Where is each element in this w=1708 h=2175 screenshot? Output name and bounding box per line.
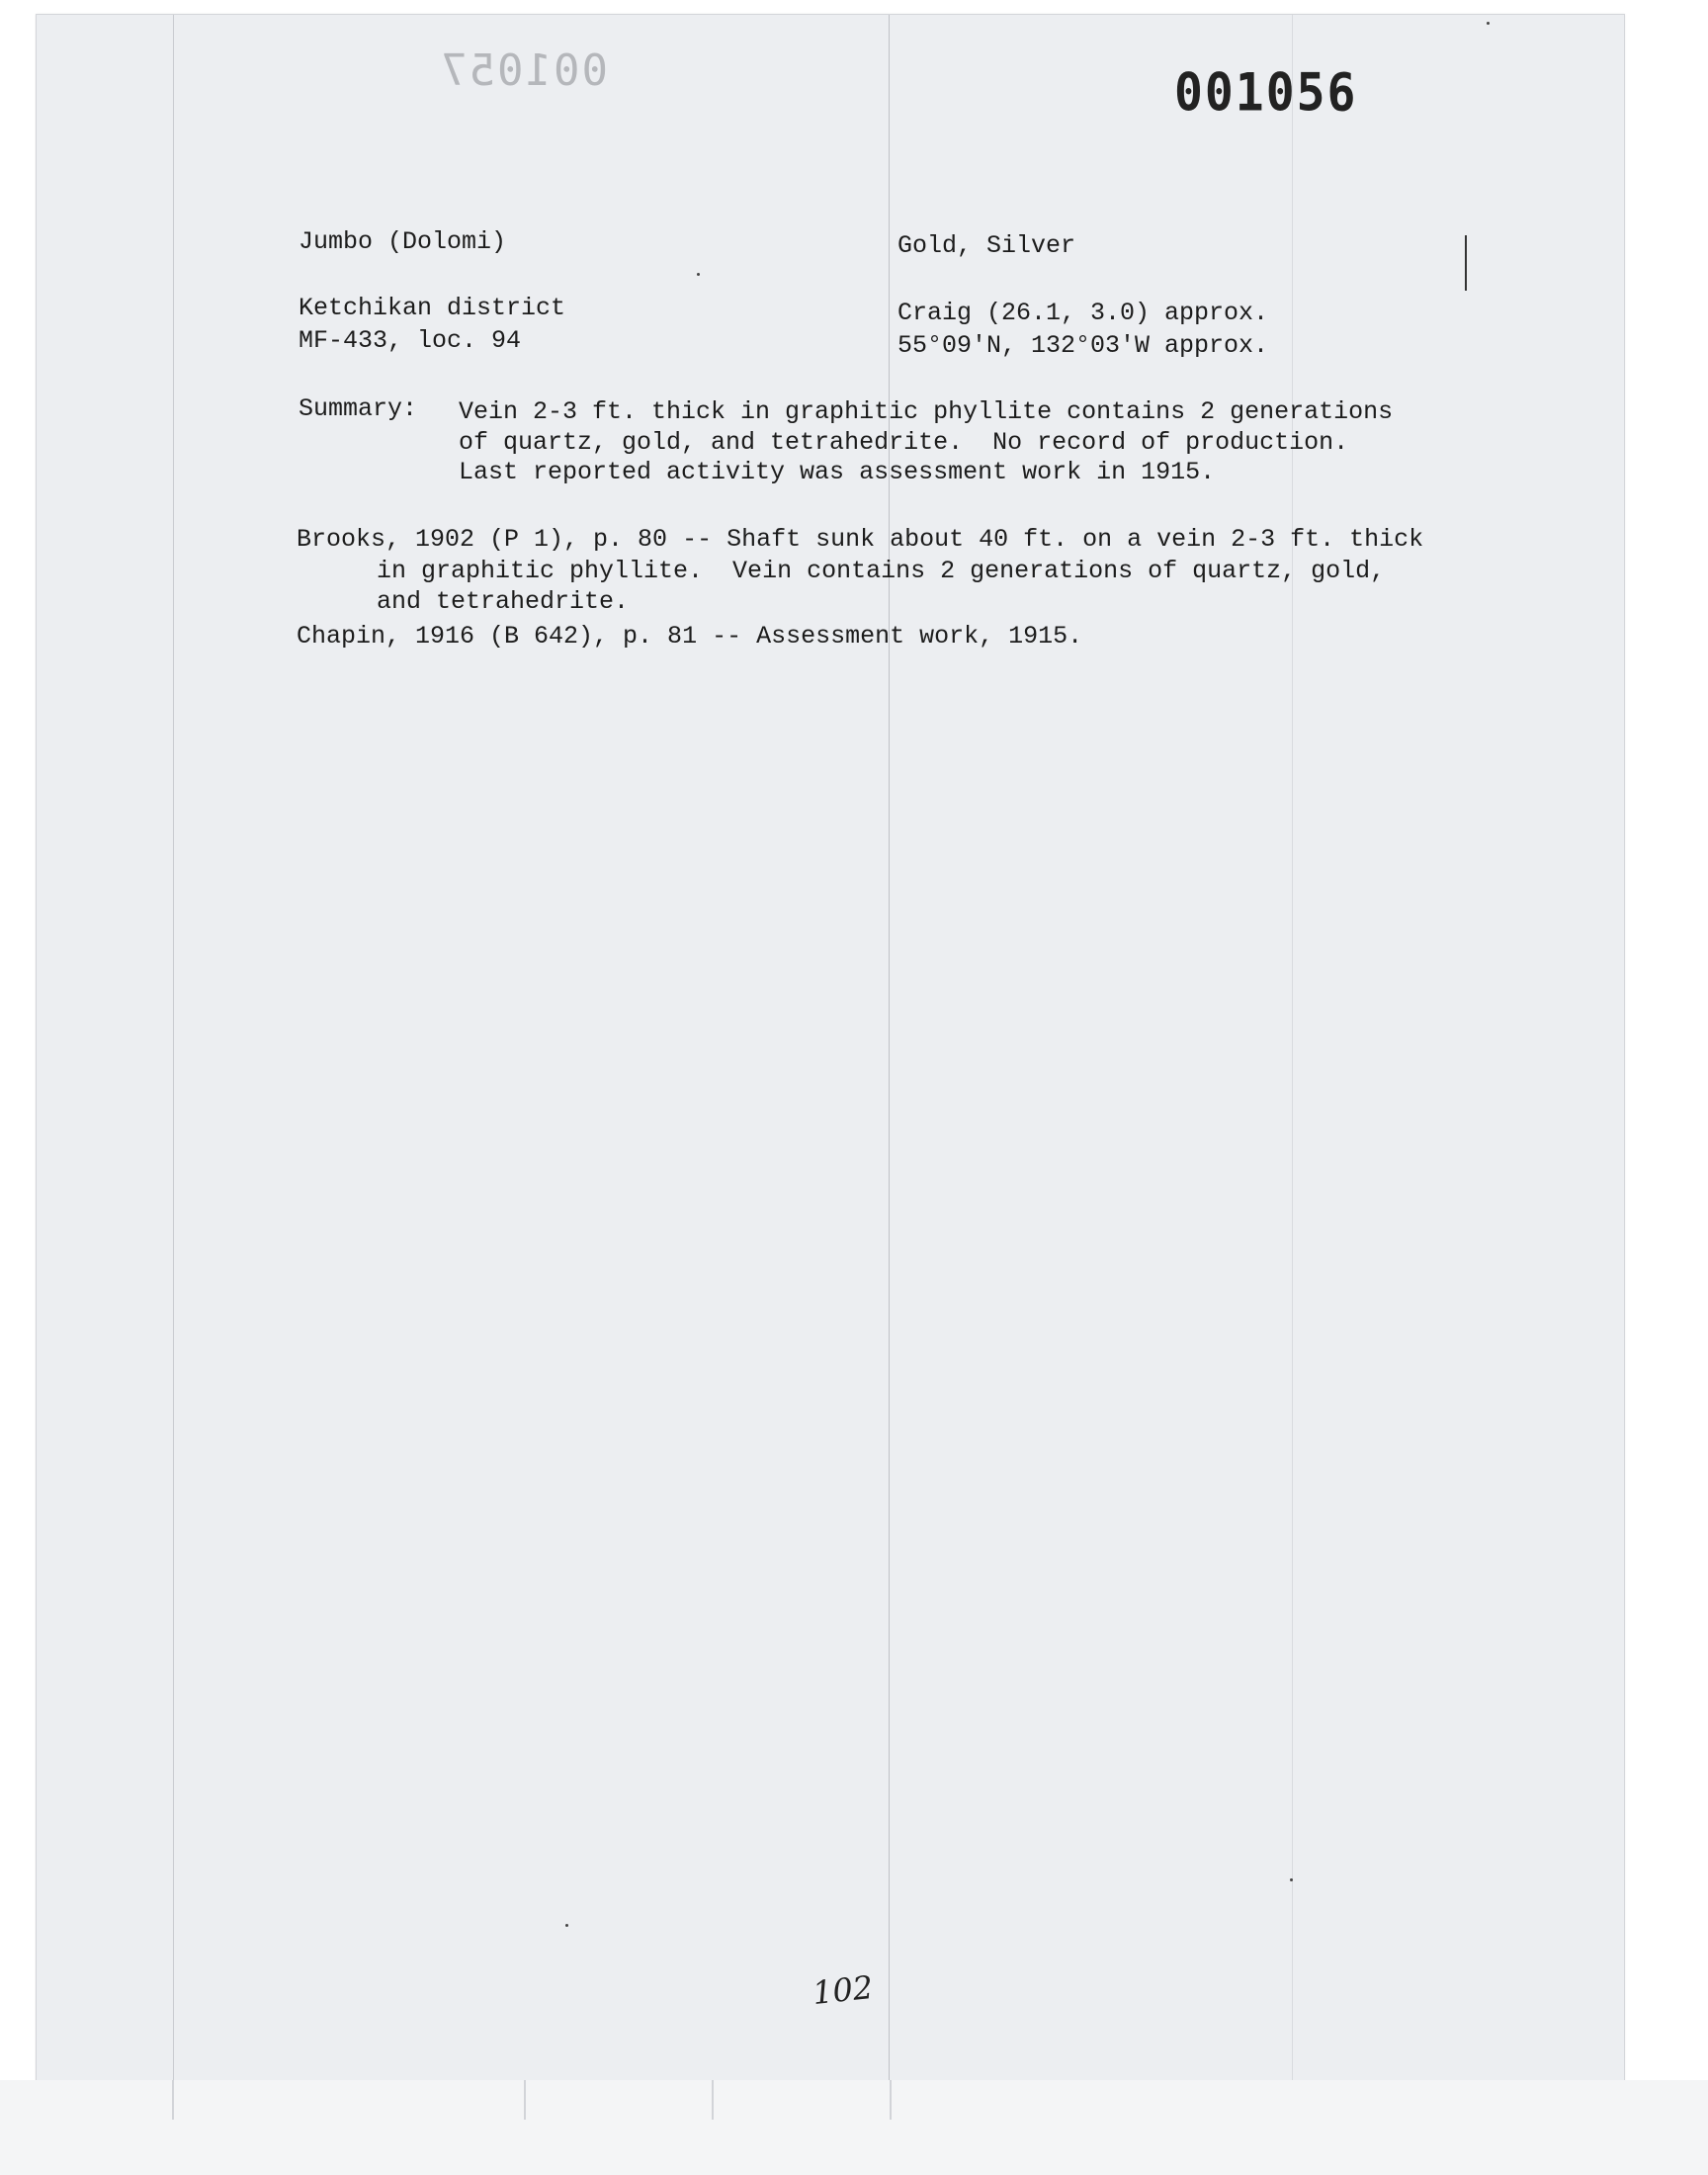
property-name: Jumbo (Dolomi): [299, 227, 507, 256]
scan-bottom-margin: [0, 2080, 1708, 2175]
scan-mark: [172, 2080, 174, 2120]
reference-line: Brooks, 1902 (P 1), p. 80 -- Shaft sunk about 40 ft. on a vein 2-3 ft. thick: [297, 525, 1424, 554]
bleed-through-stamp-number: 001057: [439, 45, 608, 96]
summary-line: Last reported activity was assessment work in 1915.: [459, 458, 1216, 486]
reference-line: and tetrahedrite.: [377, 587, 630, 616]
fold-line-center: [889, 15, 890, 2081]
summary-line: Vein 2-3 ft. thick in graphitic phyllite contains 2 generations: [459, 397, 1394, 426]
scan-top-margin: [0, 0, 1708, 14]
map-reference: MF-433, loc. 94: [299, 326, 522, 355]
district: Ketchikan district: [299, 294, 566, 322]
scan-mark: [712, 2080, 714, 2120]
scan-mark: [890, 2080, 892, 2120]
fold-line-left: [173, 15, 174, 2081]
commodities: Gold, Silver: [897, 231, 1076, 260]
document-sheet: [36, 14, 1625, 2082]
reference-line: in graphitic phyllite. Vein contains 2 generations of quartz, gold,: [377, 557, 1386, 585]
summary-line: of quartz, gold, and tetrahedrite. No record of production.: [459, 428, 1349, 457]
reference-line: Chapin, 1916 (B 642), p. 81 -- Assessment work, 1915.: [297, 622, 1083, 651]
summary-label: Summary:: [299, 394, 418, 423]
scan-mark: [524, 2080, 526, 2120]
document-stamp-number: 001056: [1174, 62, 1358, 124]
margin-mark: [1465, 235, 1467, 291]
quadrangle-location: Craig (26.1, 3.0) approx.: [897, 299, 1269, 327]
scan-speck: [697, 273, 700, 276]
fold-line-right: [1292, 15, 1293, 2081]
coordinates: 55°09'N, 132°03'W approx.: [897, 331, 1269, 360]
scan-speck: [1487, 22, 1490, 25]
scan-speck: [1290, 1878, 1293, 1881]
scan-speck: [565, 1924, 568, 1927]
handwritten-page-number: 102: [811, 1967, 875, 2013]
